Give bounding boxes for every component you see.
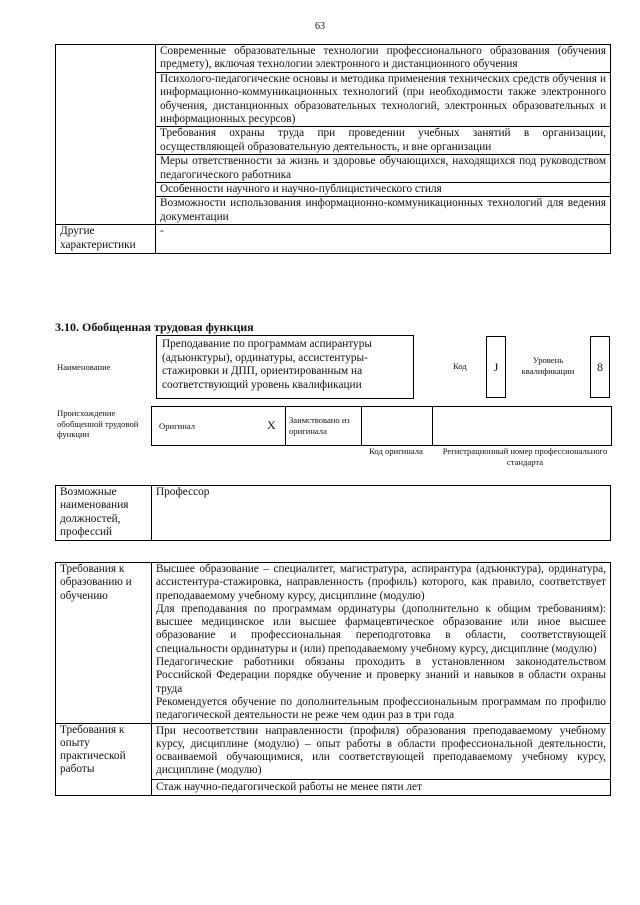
origin-row-box xyxy=(151,406,612,446)
education-item: Рекомендуется обучение по дополнительным профессиональным программам по профилю педагогической деятельности не реже чем один раз в три года xyxy=(156,695,606,722)
knowledge-item: Возможности использования информационно-коммуникационных технологий для ведения документации xyxy=(156,197,611,225)
origin-label: Происхождение обобщенной трудовой функции xyxy=(57,408,139,439)
experience-requirements-label: Требования к опыту практической работы xyxy=(56,723,152,795)
positions-label: Возможные наименования должностей, профессий xyxy=(56,486,152,541)
code-box: J xyxy=(486,336,506,398)
level-box: 8 xyxy=(590,336,610,398)
name-label: Наименование xyxy=(57,362,111,372)
original-label: Оригинал xyxy=(159,421,196,431)
origin-code-caption: Код оригинала xyxy=(369,446,423,456)
experience-item: Стаж научно-педагогической работы не менее пяти лет xyxy=(156,780,422,793)
experience-item: При несоответствии направленности (профиля) образования преподаваемому учебному курсу, дисциплине (модулю) – опыт работы в области профессиональной деятельности, осваиваемой обучающимися, или соответствующей преподаваемому учебному курсу, дисциплине (модулю) xyxy=(152,724,610,780)
education-requirements-value xyxy=(152,563,611,724)
knowledge-item: Требования охраны труда при проведении учебных занятий в организации, осуществляющей образовательную деятельность, и вне организации xyxy=(156,127,611,155)
education-requirements-label: Требования к образованию и обучению xyxy=(56,563,152,724)
education-item: Для преподавания по программам ординатуры (дополнительно к общим требованиям): высшее медицинское или высшее фармацевтическое образование или иное высшее образование и профессиональная переподготовка в области, соответствующей специальности ординатуры и (или) преподаваемому учебному курсу, дисциплине (модулю) xyxy=(156,602,606,655)
table-row xyxy=(56,563,611,724)
other-characteristics-value: - xyxy=(156,225,611,254)
positions-table xyxy=(55,485,611,541)
level-label: Уровень квалификации xyxy=(521,355,575,376)
knowledge-item: Особенности научного и научно-публицистического стиля xyxy=(156,183,611,197)
table-row xyxy=(56,723,611,795)
education-item: Высшее образование – специалитет, магистратура, аспирантура (адъюнктура), ординатура, ассистентура-стажировка, направленность (профиль) которого, как правило, соответствует преподаваемому учебному курсу, дисциплине (модулю) xyxy=(156,563,606,602)
table-row xyxy=(56,486,611,541)
table-row xyxy=(56,45,611,73)
origin-code-cell xyxy=(361,407,433,445)
function-name-box: Преподавание по программам аспирантуры (адъюнктуры), ординатуры, ассистентуры-стажировки и ДПП, ориентированным на соответствующий уровень квалификации xyxy=(156,335,414,399)
borrowed-cell xyxy=(285,407,362,445)
page-number: 63 xyxy=(315,21,325,32)
code-label: Код xyxy=(453,361,467,371)
original-mark: X xyxy=(267,418,276,432)
section-title: 3.10. Обобщенная трудовая функция xyxy=(55,320,254,334)
knowledge-label-cell xyxy=(56,45,156,225)
experience-requirements-value xyxy=(152,723,611,795)
other-characteristics-label: Другие характеристики xyxy=(56,225,156,254)
table-row xyxy=(56,225,611,254)
borrowed-label: Заимствовано из оригинала xyxy=(289,415,350,436)
original-cell xyxy=(152,407,286,445)
knowledge-item: Психолого-педагогические основы и методика применения технических средств обучения и информационно-коммуникационных технологий (при необходимости также электронного обучения, дистанционных образовательных технологий, электронных образовательных и информационных ресурсов) xyxy=(156,72,611,127)
reg-number-caption: Регистрационный номер профессионального стандарта xyxy=(442,446,608,467)
education-item: Педагогические работники обязаны проходить в установленном законодательством Российской Федерации порядке обучение и проверку знаний и навыков в области охраны труда xyxy=(156,656,606,695)
knowledge-item: Меры ответственности за жизнь и здоровье обучающихся, находящихся под руководством педагогического работника xyxy=(156,155,611,183)
knowledge-table xyxy=(55,44,611,254)
knowledge-item: Современные образовательные технологии профессионального образования (обучения предмету), включая технологии электронного и дистанционного обучения xyxy=(156,45,611,73)
requirements-table xyxy=(55,562,611,796)
positions-value: Профессор xyxy=(152,486,611,541)
